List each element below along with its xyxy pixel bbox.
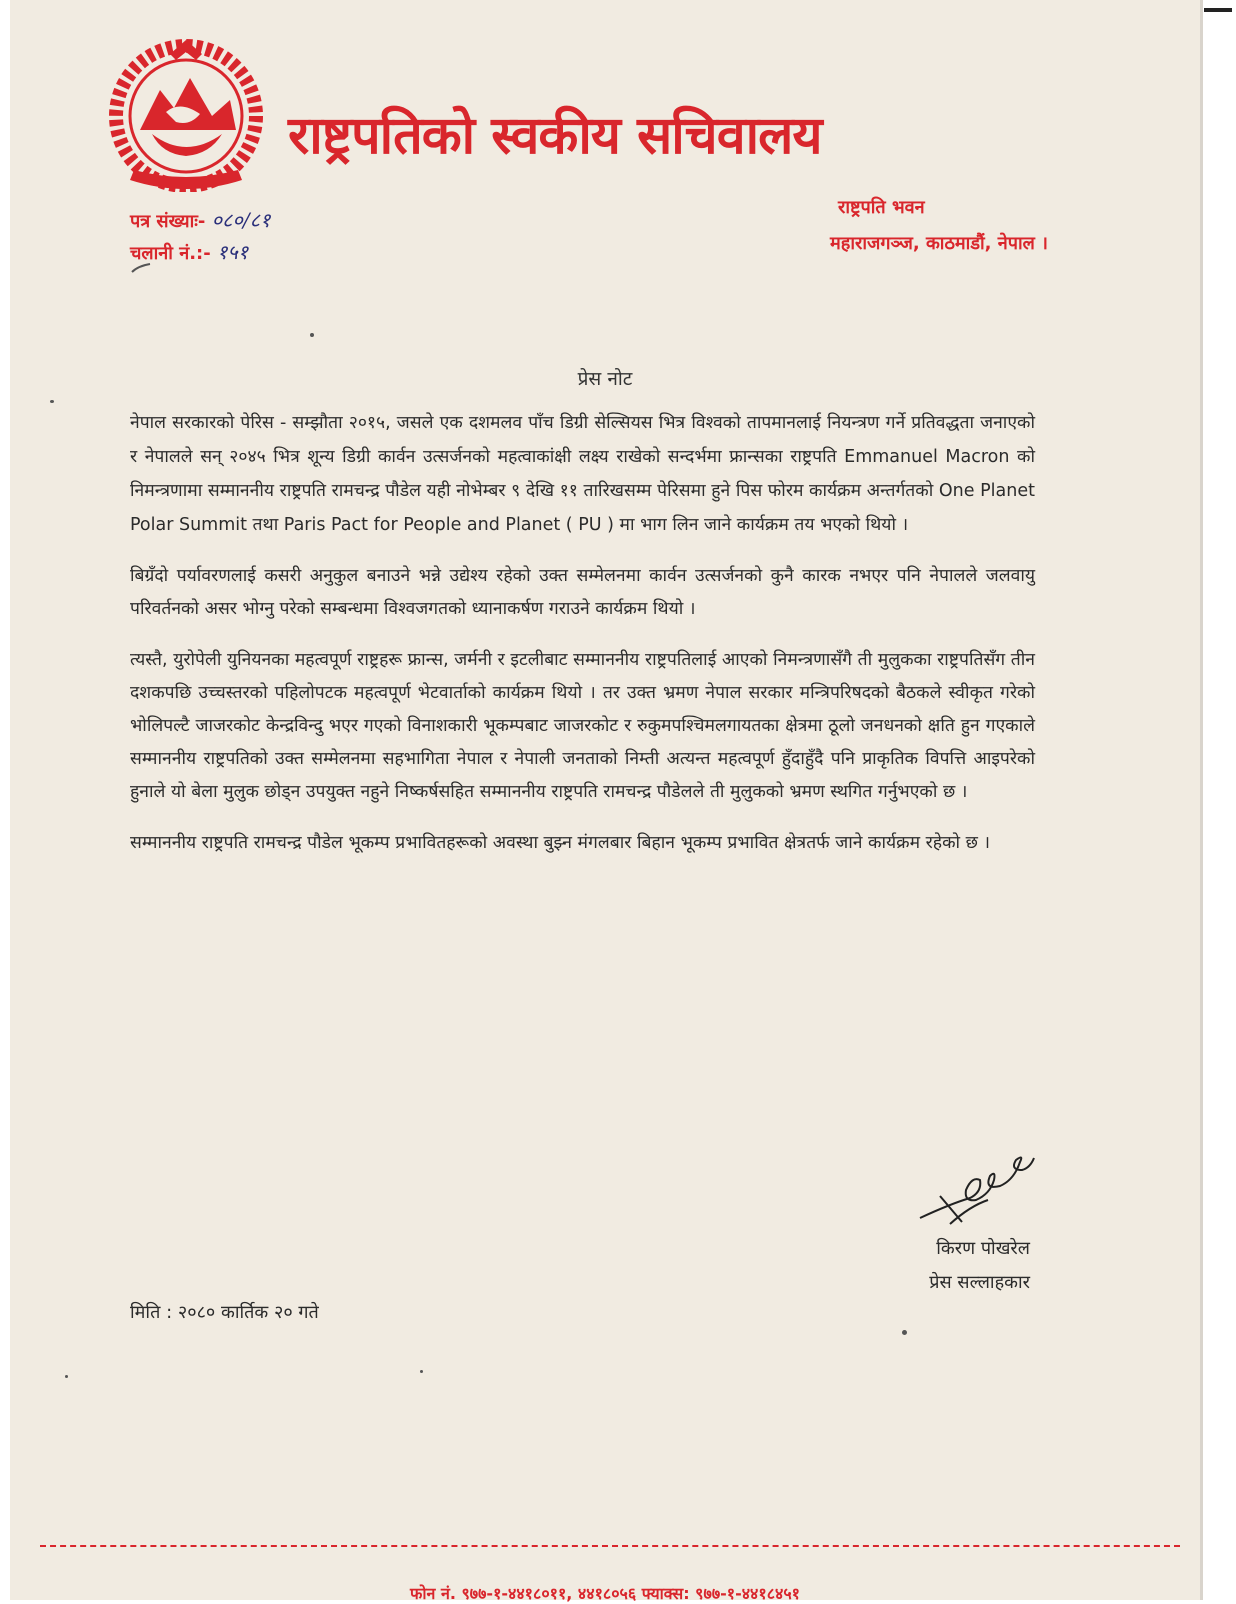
ink-tick-icon	[130, 262, 152, 276]
ref-number-value: ०८०/८१	[211, 208, 271, 232]
paper-speck	[902, 1330, 907, 1335]
body-paragraph: त्यस्तै, युरोपेली युनियनका महत्वपूर्ण राष्ट्रहरू फ्रान्स, जर्मनी र इटलीबाट सम्माननीय राष्ट्रपतिलाई आएको निमन्त्रणासँगै ती मुलुकका राष्ट्रपतिसँग तीन दशकपछि उच्चस्तरको पहिलोपटक महत्वपूर्ण भेटवार्ताको कार्यक्रम थियो । तर उक्त भ्रमण नेपाल सरकार मन्त्रिपरिषदको बैठकले स्वीकृत गरेको भोलिपल्टै जाजरकोट केन्द्रविन्दु भएर गएको विनाशकारी भूकम्पबाट जाजरकोट र रुकुमपश्चिमलगायतका क्षेत्रमा ठूलो जनधनको क्षति हुन गएकाले सम्माननीय राष्ट्रपतिको उक्त सम्मेलनमा सहभागिता नेपाल र नेपाली जनताको निम्ती अत्यन्त महत्वपूर्ण हुँदाहुँदै पनि प्राकृतिक विपत्ति आइपरेको हुनाले यो बेला मुलुक छोड्न उपयुक्त नहुने निष्कर्षसहित सम्माननीय राष्ट्रपति रामचन्द्र पौडेलले ती मुलुकको भ्रमण स्थगित गर्नुभएको छ ।	[130, 650, 1035, 802]
document-date: मिति : २०८० कार्तिक २० गते	[130, 1302, 319, 1323]
signer-block	[890, 1232, 1030, 1300]
footer-contact: फोन नं. ९७७-१-४४१८०११, ४४१८०५६ फ्याक्स: ९७७-१-४४१८४५१	[410, 1584, 800, 1603]
scan-edge	[1200, 0, 1236, 1600]
address-line-2: महाराजगञ्ज, काठमाडौं, नेपाल ।	[830, 233, 1048, 254]
body-paragraph: बिग्रँदो पर्यावरणलाई कसरी अनुकुल बनाउने भन्ने उद्येश्य रहेको उक्त सम्मेलनमा कार्वन उत्सर्जनको कुनै कारक नभएर पनि नेपालले जलवायु परिवर्तनको असर भोग्नु परेको सम्बन्धमा विश्वजगतको ध्यानाकर्षण गराउने कार्यक्रम थियो ।	[130, 566, 1035, 619]
body-paragraph: नेपाल सरकारको पेरिस - सम्झौता २०१५, जसले एक दशमलव पाँच डिग्री सेल्सियस भित्र विश्वको तापमानलाई नियन्त्रण गर्ने प्रतिवद्धता जनाएको र नेपालले सन् २०४५ भित्र शून्य डिग्री कार्वन उत्सर्जनको महत्वाकांक्षी लक्ष्य राखेको सन्दर्भमा फ्रान्सका राष्ट्रपति Emmanuel Macron को निमन्त्रणामा सम्माननीय राष्ट्रपति रामचन्द्र पौडेल यही नोभेम्बर ९ देखि ११ तारिखसम्म पेरिसमा हुने पिस फोरम कार्यक्रम अन्तर्गतको One Planet Polar Summit तथा Paris Pact for People and Planet ( PU ) मा भाग लिन जाने कार्यक्रम तय भएको थियो ।	[130, 413, 1035, 535]
paper-speck	[65, 1375, 68, 1378]
press-note-body	[130, 406, 1035, 878]
signer-title: प्रेस सल्लाहकार	[929, 1272, 1030, 1293]
nepal-emblem-icon	[100, 30, 272, 192]
press-note-heading: प्रेस नोट	[577, 368, 633, 390]
signer-name: किरण पोखरेल	[936, 1238, 1030, 1259]
ref-number-line	[130, 205, 270, 237]
ref-number-label: पत्र संख्याः-	[130, 211, 206, 232]
address-line-1: राष्ट्रपति भवन	[838, 197, 925, 218]
dispatch-number-label: चलानी नं.:-	[130, 243, 211, 264]
letter-page	[10, 0, 1200, 1603]
handwritten-signature	[910, 1140, 1040, 1230]
reference-block	[130, 205, 270, 269]
footer-divider	[40, 1545, 1180, 1547]
office-title: राष्ट्रपतिको स्वकीय सचिवालय	[288, 106, 822, 166]
paper-speck	[310, 333, 314, 337]
paper-speck	[420, 1370, 423, 1373]
address-block	[830, 190, 1048, 262]
body-paragraph: सम्माननीय राष्ट्रपति रामचन्द्र पौडेल भूकम्प प्रभावितहरूको अवस्था बुझ्न मंगलबार बिहान भूकम्प प्रभावित क्षेत्रतर्फ जाने कार्यक्रम रहेको छ ।	[130, 833, 991, 853]
dispatch-number-value: १५१	[217, 240, 249, 264]
paper-speck	[50, 400, 54, 403]
scan-corner-mark	[1204, 8, 1232, 12]
